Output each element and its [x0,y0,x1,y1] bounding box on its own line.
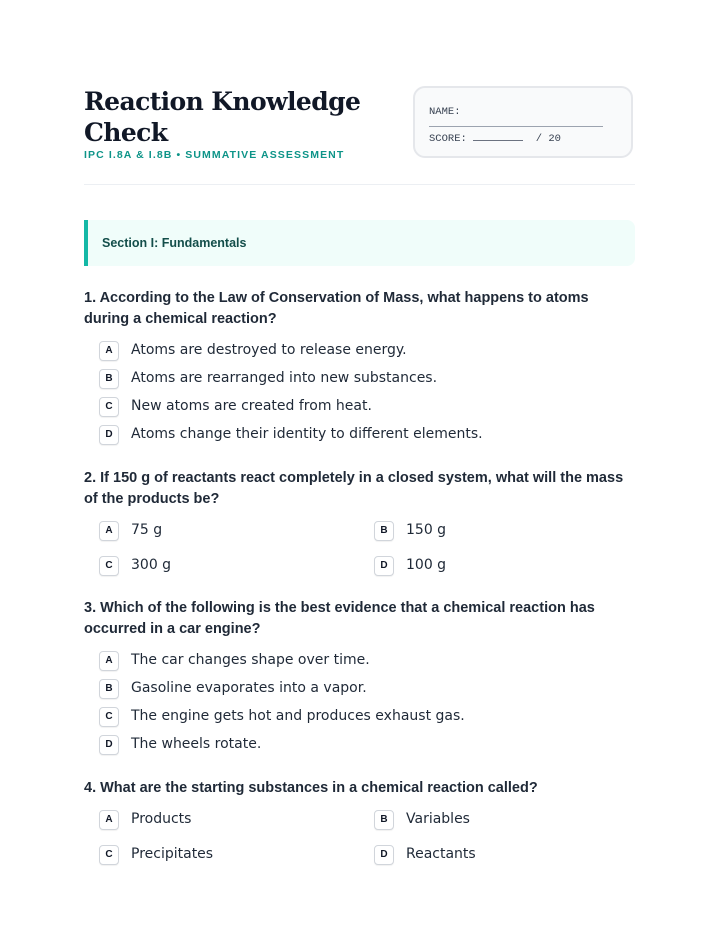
option-letter: C [99,397,119,417]
page-title: Reaction Knowledge Check [84,87,361,147]
question-text: 4. What are the starting substances in a chemical reaction called? [84,780,538,796]
name-score-box [413,86,633,158]
option-letter: B [99,679,119,699]
option-letter: C [99,845,119,865]
question-text: 2. If 150 g of reactants react completely in a closed system, what will the mass of the products be? [84,470,624,507]
score-label: SCORE: [429,133,467,145]
option-letter: B [374,521,394,541]
option-letter: D [99,425,119,445]
section-banner [84,220,635,266]
name-label: NAME: [429,106,461,118]
option-text: 75 g [131,522,163,538]
header-divider [84,184,635,185]
question-1 [84,288,635,442]
question-text: 3. Which of the following is the best evidence that a chemical reaction has occurred in a car engine? [84,600,595,637]
score-field[interactable] [429,131,561,145]
option-text: Atoms are destroyed to release energy. [131,342,407,358]
score-total: / 20 [535,133,561,145]
option-letter: B [99,369,119,389]
question-text: 1. According to the Law of Conservation of Mass, what happens to atoms during a chemical reaction? [84,290,589,327]
option-text: Atoms change their identity to different elements. [131,426,483,442]
option-letter: D [374,556,394,576]
option-text: 100 g [406,557,447,573]
option-letter: A [99,521,119,541]
option-letter: C [99,556,119,576]
option-text: 300 g [131,557,172,573]
option-letter: B [374,810,394,830]
option-text: The car changes shape over time. [131,652,370,668]
option-text: Variables [406,811,470,827]
option-text: 150 g [406,522,447,538]
question-4 [84,778,635,862]
option-text: Gasoline evaporates into a vapor. [131,680,367,696]
section-title: Section I: Fundamentals [102,236,247,250]
option-letter: D [99,735,119,755]
option-text: The wheels rotate. [131,736,262,752]
option-text: Products [131,811,192,827]
option-letter: A [99,810,119,830]
worksheet-header [84,86,635,166]
option-text: The engine gets hot and produces exhaust gas. [131,708,465,724]
option-text: Atoms are rearranged into new substances. [131,370,438,386]
question-2 [84,468,635,573]
option-text: New atoms are created from heat. [131,398,372,414]
option-text: Reactants [406,846,476,862]
option-letter: A [99,651,119,671]
page-subtitle: IPC I.8A & I.8B • SUMMATIVE ASSESSMENT [84,149,345,161]
option-letter: C [99,707,119,727]
option-text: Precipitates [131,846,214,862]
score-blank[interactable] [473,131,523,141]
name-field[interactable] [429,104,603,127]
question-3 [84,598,635,752]
option-letter: D [374,845,394,865]
option-letter: A [99,341,119,361]
